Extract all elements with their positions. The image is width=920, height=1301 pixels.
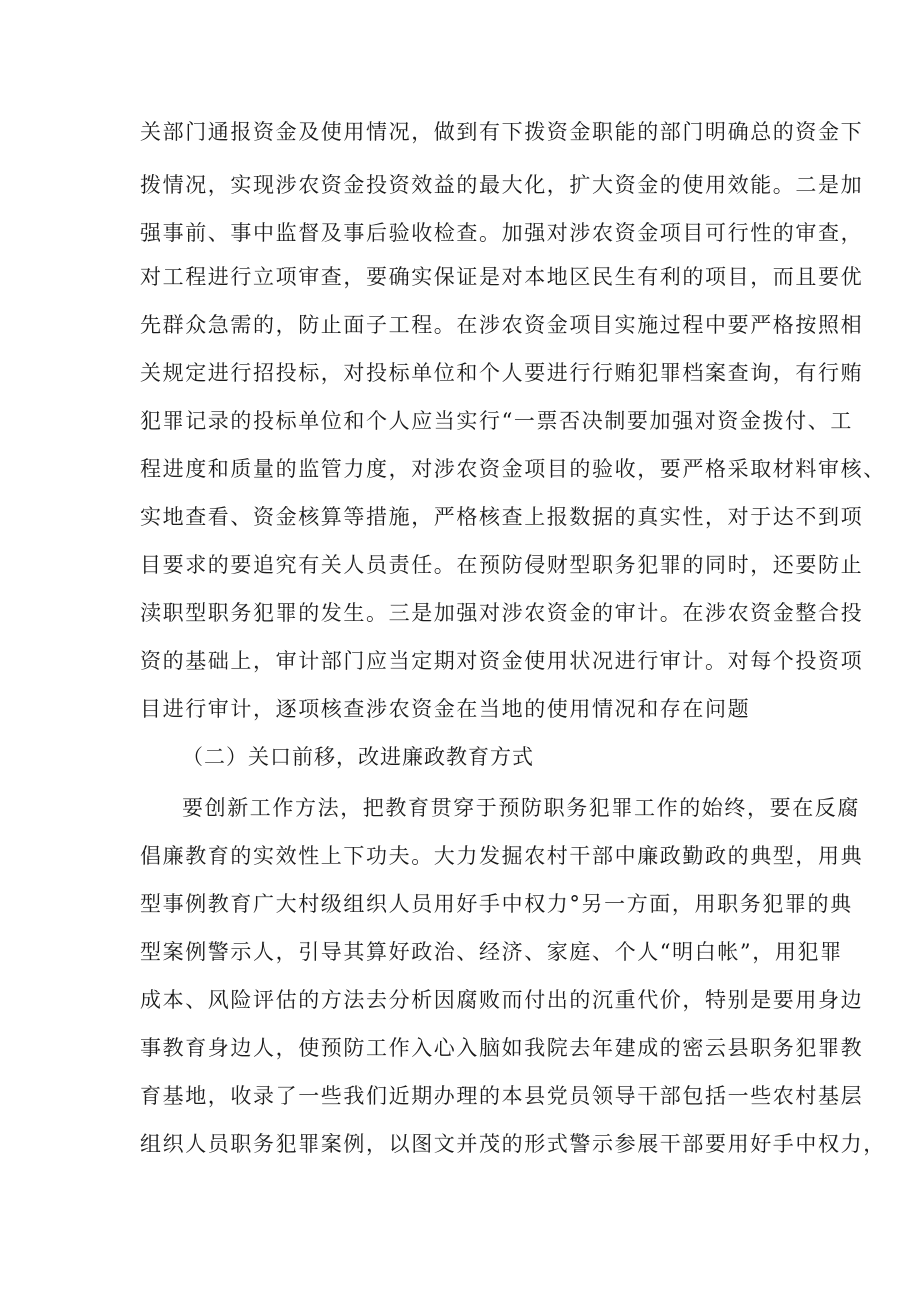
text-line: 关规定进行招投标，对投标单位和个人要进行行贿犯罪档案查询，有行贿 [140, 361, 864, 385]
text-line: 渎职型职务犯罪的发生。三是加强对涉农资金的审计。在涉农资金整合投 [140, 601, 864, 625]
text-line: 组织人员职务犯罪案例，以图文并茂的形式警示参展干部要用好手中权力， [140, 1132, 886, 1156]
section-heading: （二）关口前移，改进廉政教育方式 [182, 745, 534, 769]
text-line: 要创新工作方法，把教育贯穿于预防职务犯罪工作的始终，要在反腐 [182, 796, 860, 820]
text-line: 目进行审计，逐项核查涉农资金在当地的使用情况和存在问题 [140, 697, 751, 721]
text-line: 资的基础上，审计部门应当定期对资金使用状况进行审计。对每个投资项 [140, 649, 864, 673]
text-line: 成本、风险评估的方法去分析因腐败而付出的沉重代价，特别是要用身边 [140, 988, 864, 1012]
text-line: 程进度和质量的监管力度，对涉农资金项目的验收，要严格采取材料审核、 [140, 457, 886, 481]
text-line: 犯罪记录的投标单位和个人应当实行“一票否决制要加强对资金拨付、工 [140, 409, 853, 433]
text-line: 型案例警示人，引导其算好政治、经济、家庭、个人“明白帐”，用犯罪 [140, 940, 843, 964]
text-line: 型事例教育广大村级组织人员用好手中权力°另一方面，用职务犯罪的典 [140, 892, 853, 916]
text-line: 事教育身边人，使预防工作入心入脑如我院去年建成的密云县职务犯罪教 [140, 1036, 864, 1060]
text-line: 对工程进行立项审查，要确实保证是对本地区民生有利的项目，而且要优 [140, 265, 864, 289]
text-line: 倡廉教育的实效性上下功夫。大力发掘农村干部中廉政勤政的典型，用典 [140, 844, 864, 868]
text-line: 育基地，收录了一些我们近期办理的本县党员领导干部包括一些农村基层 [140, 1084, 864, 1108]
text-line: 实地查看、资金核算等措施，严格核查上报数据的真实性，对于达不到项 [140, 505, 864, 529]
text-line: 先群众急需的，防止面子工程。在涉农资金项目实施过程中要严格按照相 [140, 313, 864, 337]
text-line: 关部门通报资金及使用情况，做到有下拨资金职能的部门明确总的资金下 [140, 120, 864, 144]
text-line: 目要求的要追究有关人员责任。在预防侵财型职务犯罪的同时，还要防止 [140, 553, 864, 577]
text-line: 拨情况，实现涉农资金投资效益的最大化，扩大资金的使用效能。二是加 [140, 173, 864, 197]
text-line: 强事前、事中监督及事后验收检查。加强对涉农资金项目可行性的审查， [140, 221, 864, 245]
